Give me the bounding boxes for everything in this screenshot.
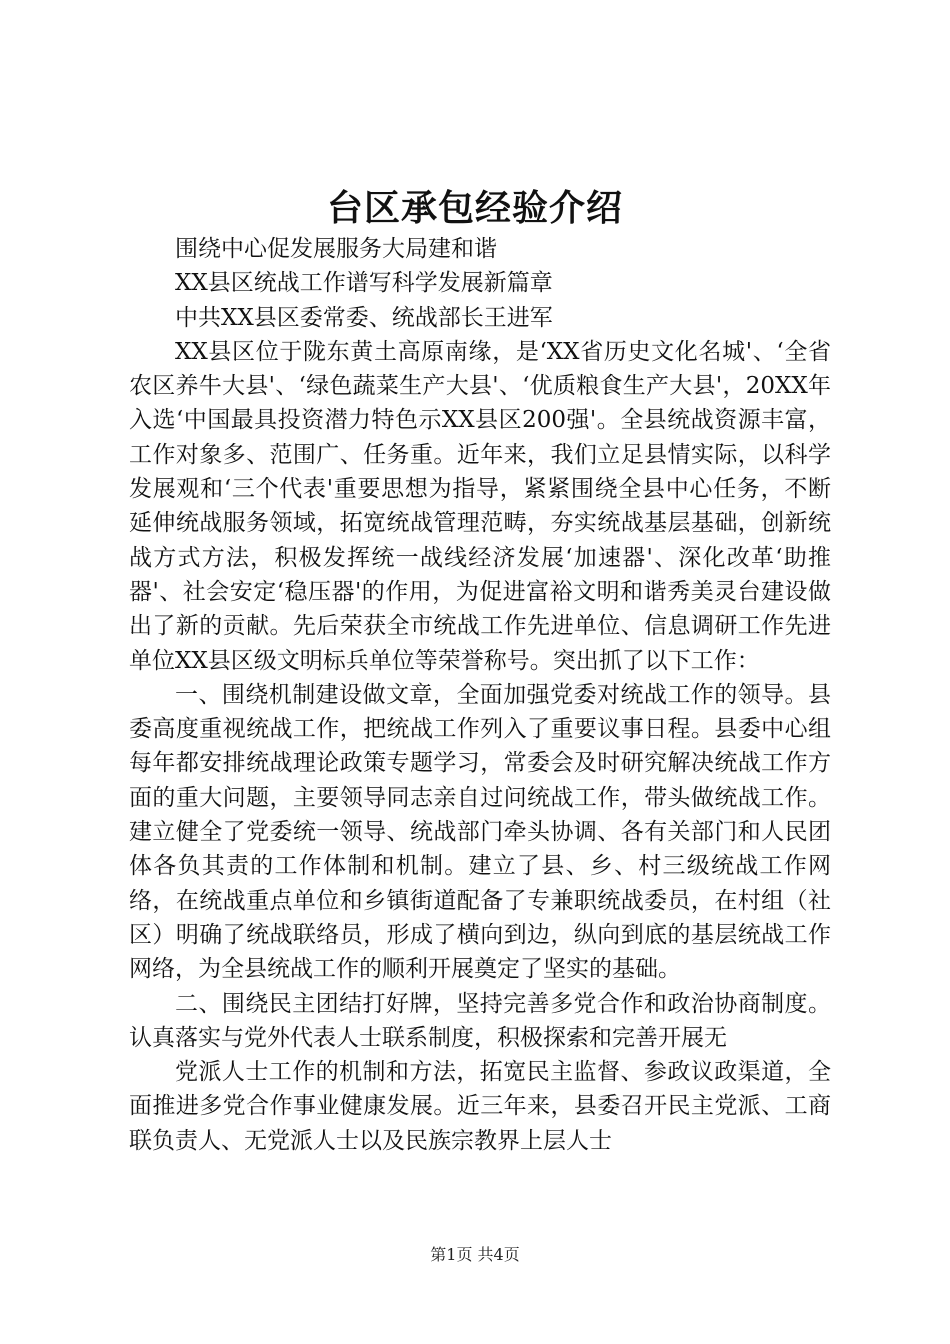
paragraph-section-2: 二、围绕民主团结打好牌，坚持完善多党合作和政治协商制度。认真落实与党外代表人士联系制度，积极探索和完善开展无 <box>129 990 831 1051</box>
document-title: 台区承包经验介绍 <box>326 187 623 229</box>
subtitle-line-2: XX县区统战工作谱写科学发展新篇章 <box>175 270 553 297</box>
paragraph-continuation: 党派人士工作的机制和方法，拓宽民主监督、参政议政渠道，全面推进多党合作事业健康发展。近三年来，县委召开民主党派、工商联负责人、无党派人士以及民族宗教界上层人士 <box>129 1059 831 1154</box>
author-line: 中共XX县区委常委、统战部长王进军 <box>175 304 553 331</box>
document-body <box>129 232 831 1158</box>
paragraph-section-1: 一、围绕机制建设做文章，全面加强党委对统战工作的领导。县委高度重视统战工作，把统战工作列入了重要议事日程。县委中心组每年都安排统战理论政策专题学习，常委会及时研究解决统战工作方面的重大问题，主要领导同志亲自过问统战工作，带头做统战工作。建立健全了党委统一领导、统战部门牵头协调、各有关部门和人民团体各负其责的工作体制和机制。建立了县、乡、村三级统战工作网络，在统战重点单位和乡镇街道配备了专兼职统战委员，在村组（社区）明确了统战联络员，形成了横向到边，纵向到底的基层统战工作网络，为全县统战工作的顺利开展奠定了坚实的基础。 <box>129 681 831 983</box>
page-footer: 第1页 共4页 <box>430 1245 520 1264</box>
paragraph-intro: XX县区位于陇东黄土高原南缘，是‘XX省历史文化名城'、‘全省农区养牛大县'、‘绿色蔬菜生产大县'、‘优质粮食生产大县'，20XX年入选‘中国最具投资潜力特色示XX县区200强'。全县统战资源丰富，工作对象多、范围广、任务重。近年来，我们立足县情实际，以科学发展观和‘三个代表'重要思想为指导，紧紧围绕全县中心任务，不断延伸统战服务领域，拓宽统战管理范畴，夯实统战基层基础，创新统战方式方法，积极发挥统一战线经济发展‘加速器'、深化改革‘助推器'、社会安定‘稳压器'的作用，为促进富裕文明和谐秀美灵台建设做出了新的贡献。先后荣获全市统战工作先进单位、信息调研工作先进单位XX县区级文明标兵单位等荣誉称号。突出抓了以下工作： <box>129 338 831 674</box>
subtitle-line-1: 围绕中心促发展服务大局建和谐 <box>175 236 497 262</box>
